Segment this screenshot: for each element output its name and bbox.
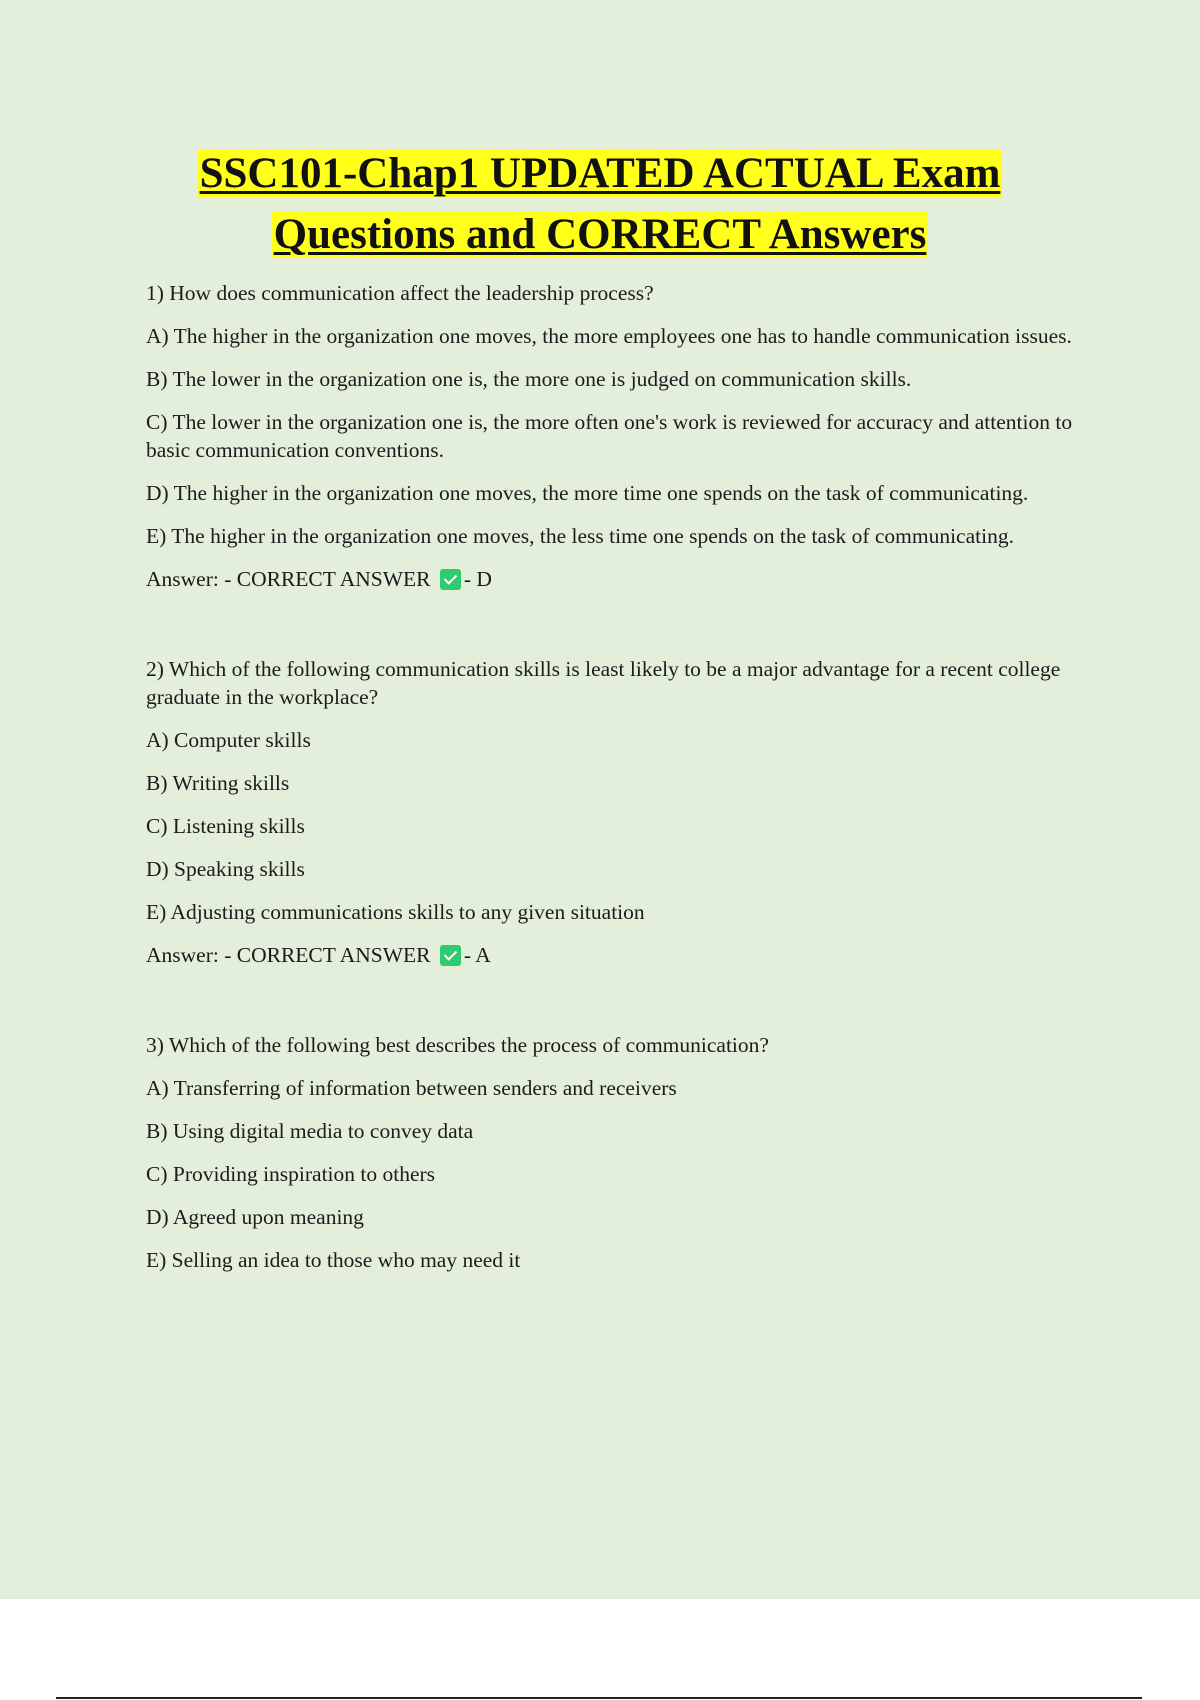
option-c: C) Listening skills: [146, 814, 305, 838]
option-a: A) Transferring of information between senders and receivers: [146, 1076, 677, 1100]
spacer: [146, 984, 1086, 1031]
question-text: 3) Which of the following best describes the process of communication?: [146, 1033, 769, 1057]
answer-prefix: Answer: - CORRECT ANSWER: [146, 943, 436, 967]
option-b: B) The lower in the organization one is, the more one is judged on communication skills.: [146, 367, 912, 391]
option-d: D) The higher in the organization one moves, the more time one spends on the task of communicating.: [146, 481, 1029, 505]
option-c: C) The lower in the organization one is, the more often one's work is reviewed for accuracy and attention to basic communication conventions.: [146, 410, 1073, 462]
title-line-2: Questions and CORRECT Answers: [273, 211, 927, 258]
question-text: 2) Which of the following communication skills is least likely to be a major advantage for a recent college graduate in the workplace?: [146, 657, 1061, 709]
question-block-1: [146, 279, 1086, 593]
option-d: D) Speaking skills: [146, 857, 305, 881]
option-e: E) Selling an idea to those who may need it: [146, 1248, 521, 1272]
option-a: A) Computer skills: [146, 728, 311, 752]
questions-content: [146, 279, 1086, 1289]
option-d: D) Agreed upon meaning: [146, 1205, 364, 1229]
question-block-2: [146, 655, 1086, 969]
option-e: E) Adjusting communications skills to any given situation: [146, 900, 645, 924]
question-text: 1) How does communication affect the leadership process?: [146, 281, 654, 305]
option-c: C) Providing inspiration to others: [146, 1162, 436, 1186]
footer-divider: [56, 1697, 1142, 1699]
answer-prefix: Answer: - CORRECT ANSWER: [146, 567, 436, 591]
answer-line: [146, 565, 1086, 593]
green-check-icon: [440, 569, 461, 590]
document-title: [0, 143, 1200, 265]
green-check-icon: [440, 945, 461, 966]
option-e: E) The higher in the organization one moves, the less time one spends on the task of communicating.: [146, 524, 1014, 548]
answer-line: [146, 941, 1086, 969]
option-b: B) Writing skills: [146, 771, 290, 795]
answer-value: - D: [463, 567, 492, 591]
spacer: [146, 608, 1086, 655]
option-b: B) Using digital media to convey data: [146, 1119, 474, 1143]
question-block-3: [146, 1031, 1086, 1274]
answer-value: - A: [463, 943, 491, 967]
option-a: A) The higher in the organization one moves, the more employees one has to handle communication issues.: [146, 324, 1072, 348]
title-line-1: SSC101-Chap1 UPDATED ACTUAL Exam: [199, 150, 1001, 197]
